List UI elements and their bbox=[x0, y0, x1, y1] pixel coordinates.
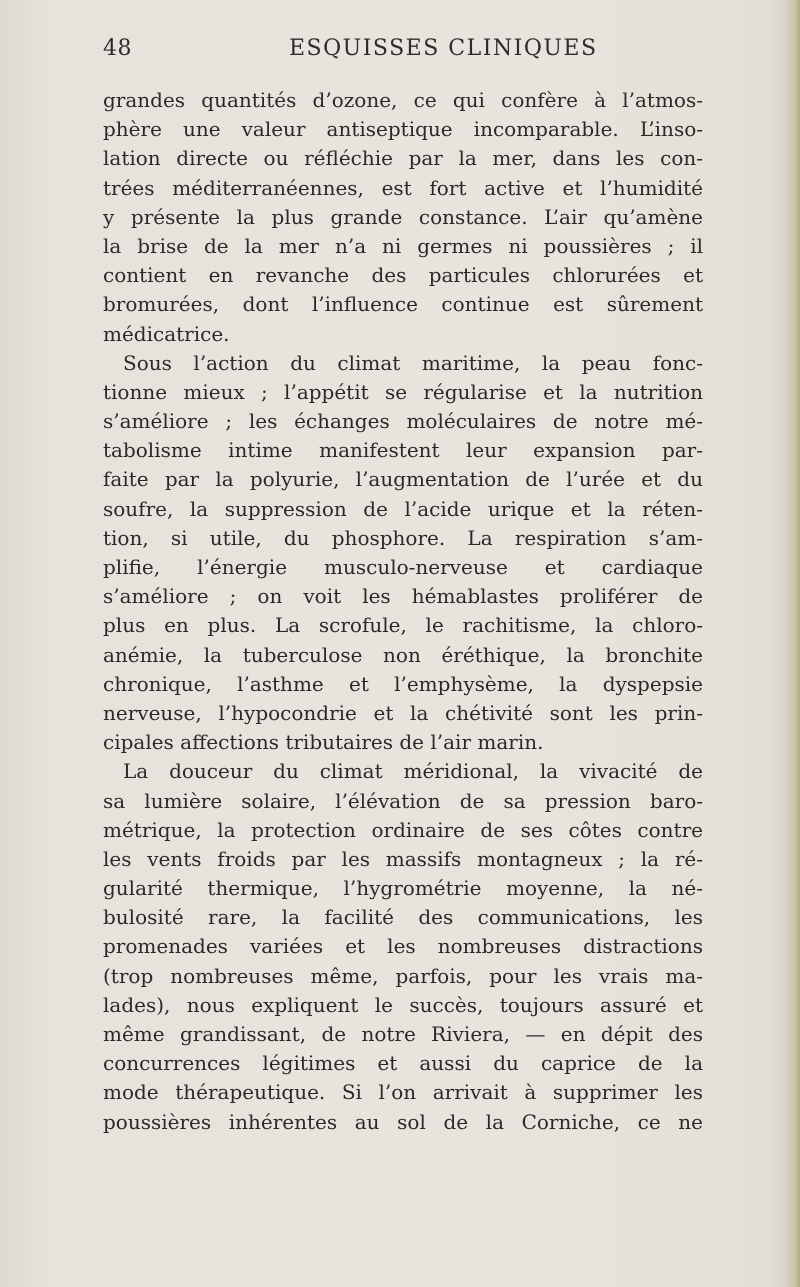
text-line: médicatrice. bbox=[103, 321, 230, 346]
text-line: plus en plus. La scrofule, le rachitisme, la chloro- bbox=[103, 613, 703, 638]
text-line: grandes quantités d’ozone, ce qui confère à l’atmos- bbox=[103, 88, 703, 112]
text-line: tionne mieux ; l’appétit se régularise et la nutrition bbox=[103, 379, 703, 404]
text-line: anémie, la tuberculose non éréthique, la bronchite bbox=[103, 642, 703, 667]
page-edge-shadow bbox=[786, 0, 800, 1287]
running-head bbox=[103, 32, 700, 66]
paragraph bbox=[103, 757, 703, 1136]
text-line: lation directe ou réfléchie par la mer, dans les con- bbox=[103, 146, 703, 171]
text-line: même grandissant, de notre Riviera, — en dépit des bbox=[103, 1022, 703, 1046]
text-line: sa lumière solaire, l’élévation de sa pression baro- bbox=[103, 788, 703, 813]
text-line: concurrences légitimes et aussi du caprice de la bbox=[103, 1051, 703, 1076]
text-line: les vents froids par les massifs montagneux ; la ré- bbox=[103, 846, 703, 871]
text-line: Sous l’action du climat maritime, la peau fonc- bbox=[123, 350, 703, 375]
text-line: plifie, l’énergie musculo-nerveuse et cardiaque bbox=[103, 555, 703, 579]
text-line: gularité thermique, l’hygrométrie moyenne, la né- bbox=[103, 876, 703, 901]
text-line: tion, si utile, du phosphore. La respiration s’am- bbox=[103, 525, 703, 550]
text-line: contient en revanche des particules chlorurées et bbox=[103, 263, 703, 288]
text-line: nerveuse, l’hypocondrie et la chétivité sont les prin- bbox=[103, 700, 703, 725]
text-line: s’améliore ; les échanges moléculaires de notre mé- bbox=[103, 409, 703, 434]
paragraph bbox=[103, 86, 703, 349]
text-line: bromurées, dont l’influence continue est sûrement bbox=[103, 292, 703, 317]
text-line: bulosité rare, la facilité des communications, les bbox=[103, 905, 703, 930]
body-text bbox=[103, 86, 703, 1137]
text-line: tabolisme intime manifestent leur expansion par- bbox=[103, 438, 703, 463]
text-line: chronique, l’asthme et l’emphysème, la dyspepsie bbox=[103, 671, 703, 696]
text-line: promenades variées et les nombreuses distractions bbox=[103, 934, 703, 959]
text-line: poussières inhérentes au sol de la Corniche, ce ne bbox=[103, 1109, 703, 1134]
text-line: phère une valeur antiseptique incomparable. L’inso- bbox=[103, 117, 703, 142]
text-line: s’améliore ; on voit les hémablastes proliférer de bbox=[103, 584, 703, 609]
text-line: trées méditerranéennes, est fort active et l’humidité bbox=[103, 175, 703, 200]
page-number: 48 bbox=[103, 36, 132, 61]
text-line: la brise de la mer n’a ni germes ni poussières ; il bbox=[103, 233, 703, 258]
text-line: faite par la polyurie, l’augmentation de l’urée et du bbox=[103, 467, 703, 492]
text-line: cipales affections tributaires de l’air marin. bbox=[103, 730, 544, 755]
text-line: mode thérapeutique. Si l’on arrivait à supprimer les bbox=[103, 1080, 703, 1105]
paragraph bbox=[103, 349, 703, 758]
running-title: ESQUISSES CLINIQUES bbox=[289, 36, 598, 61]
text-line: soufre, la suppression de l’acide urique et la réten- bbox=[103, 496, 703, 521]
text-line: (trop nombreuses même, parfois, pour les vrais ma- bbox=[103, 963, 703, 988]
text-line: métrique, la protection ordinaire de ses côtes contre bbox=[103, 817, 703, 842]
text-line: lades), nous expliquent le succès, toujours assuré et bbox=[103, 992, 703, 1017]
text-line: y présente la plus grande constance. L’air qu’amène bbox=[103, 204, 703, 229]
text-line: La douceur du climat méridional, la vivacité de bbox=[123, 759, 703, 784]
